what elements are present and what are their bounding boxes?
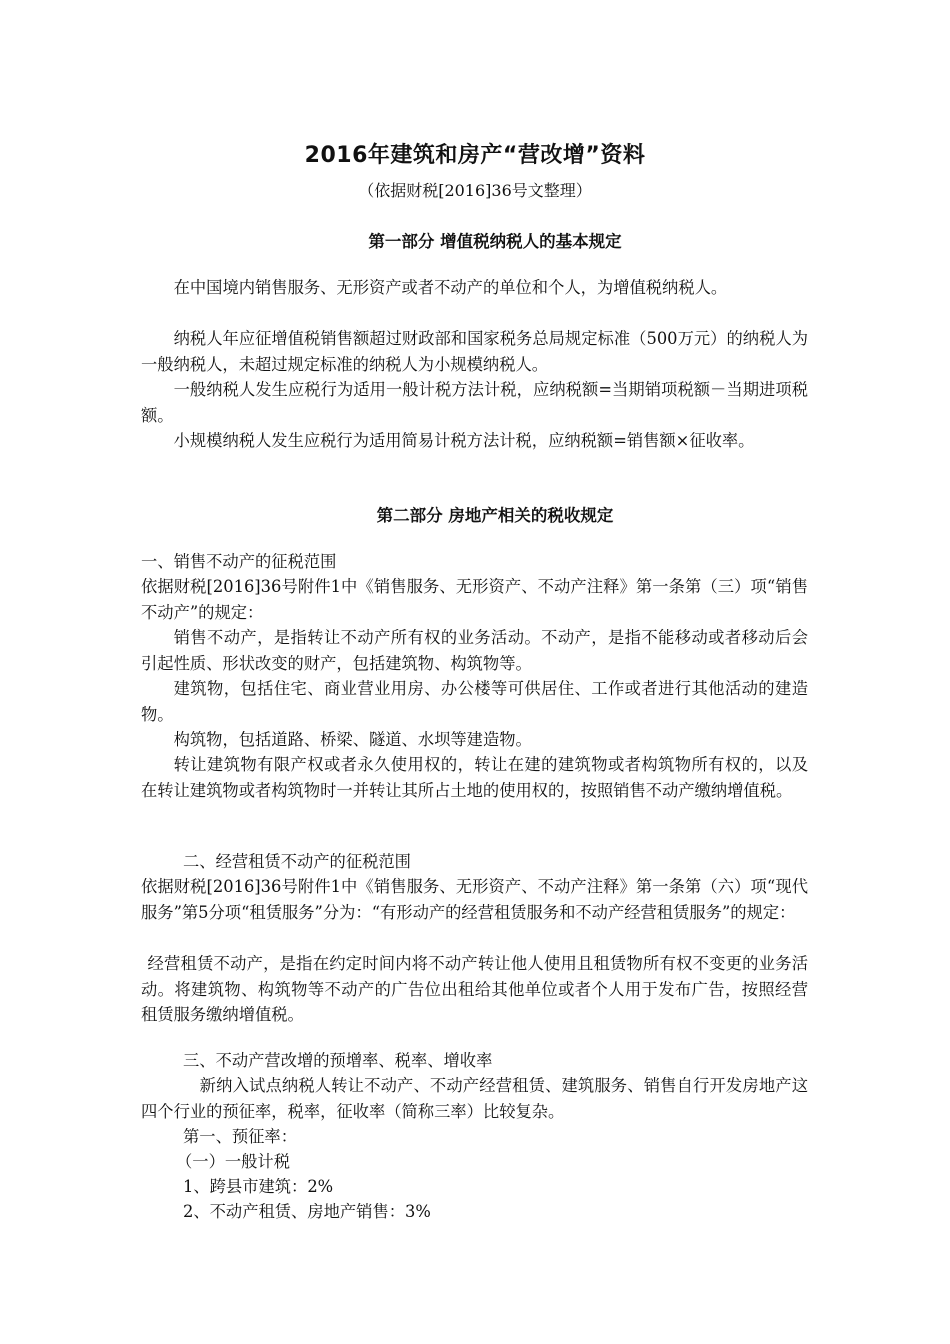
part1-paragraph-1: 在中国境内销售服务、无形资产或者不动产的单位和个人，为增值税纳税人。 xyxy=(173,278,728,297)
section3-item-2: 2、不动产租赁、房地产销售：3% xyxy=(183,1202,431,1221)
document-title: 2016年建筑和房产“营改增”资料 xyxy=(304,143,646,168)
section2-basis: 依据财税[2016]36号附件1中《销售服务、无形资产、不动产注释》第一条第（六）项“现代服务”第5分项“租赁服务”分为：“有形动产的经营租赁服务和不动产经营租赁服务”的规定： xyxy=(141,877,808,922)
section3-title: 三、不动产营改增的预增率、税率、增收率 xyxy=(183,1051,493,1070)
part1-paragraph-3: 一般纳税人发生应税行为适用一般计税方法计税，应纳税额=当期销项税额－当期进项税额。 xyxy=(141,380,808,425)
section1-paragraph-4: 转让建筑物有限产权或者永久使用权的，转让在建的建筑物或者构筑物所有权的，以及在转让建筑物或者构筑物时一并转让其所占土地的使用权的，按照销售不动产缴纳增值税。 xyxy=(141,755,808,800)
part1-heading: 第一部分 增值税纳税人的基本规定 xyxy=(368,232,622,251)
section2-title: 二、经营租赁不动产的征税范围 xyxy=(183,852,411,871)
section3-intro: 新纳入试点纳税人转让不动产、不动产经营租赁、建筑服务、销售自行开发房地产这四个行业的预征率，税率，征收率（简称三率）比较复杂。 xyxy=(141,1076,808,1121)
part1-paragraph-4: 小规模纳税人发生应税行为适用简易计税方法计税，应纳税额=销售额×征收率。 xyxy=(173,431,755,450)
section3-item-first: 第一、预征率： xyxy=(183,1127,297,1146)
section1-basis: 依据财税[2016]36号附件1中《销售服务、无形资产、不动产注释》第一条第（三）项“销售不动产”的规定： xyxy=(141,577,808,622)
part1-paragraph-2: 纳税人年应征增值税销售额超过财政部和国家税务总局规定标准（500万元）的纳税人为一般纳税人，未超过规定标准的纳税人为小规模纳税人。 xyxy=(141,329,808,374)
section1-paragraph-2: 建筑物，包括住宅、商业营业用房、办公楼等可供居住、工作或者进行其他活动的建造物。 xyxy=(141,679,808,724)
document-subtitle: （依据财税[2016]36号文整理） xyxy=(358,181,592,200)
section1-paragraph-3: 构筑物，包括道路、桥梁、隧道、水坝等建造物。 xyxy=(173,730,532,749)
section1-title: 一、销售不动产的征税范围 xyxy=(141,552,337,571)
section3-item-1: 1、跨县市建筑：2% xyxy=(183,1177,334,1196)
section3-item-general: （一）一般计税 xyxy=(176,1152,290,1171)
part2-heading: 第二部分 房地产相关的税收规定 xyxy=(376,506,614,525)
section2-paragraph: 经营租赁不动产，是指在约定时间内将不动产转让他人使用且租赁物所有权不变更的业务活动。将建筑物、构筑物等不动产的广告位出租给其他单位或者个人用于发布广告，按照经营租赁服务缴纳增值税。 xyxy=(141,954,808,1024)
section1-paragraph-1: 销售不动产，是指转让不动产所有权的业务活动。不动产，是指不能移动或者移动后会引起性质、形状改变的财产，包括建筑物、构筑物等。 xyxy=(141,628,808,673)
